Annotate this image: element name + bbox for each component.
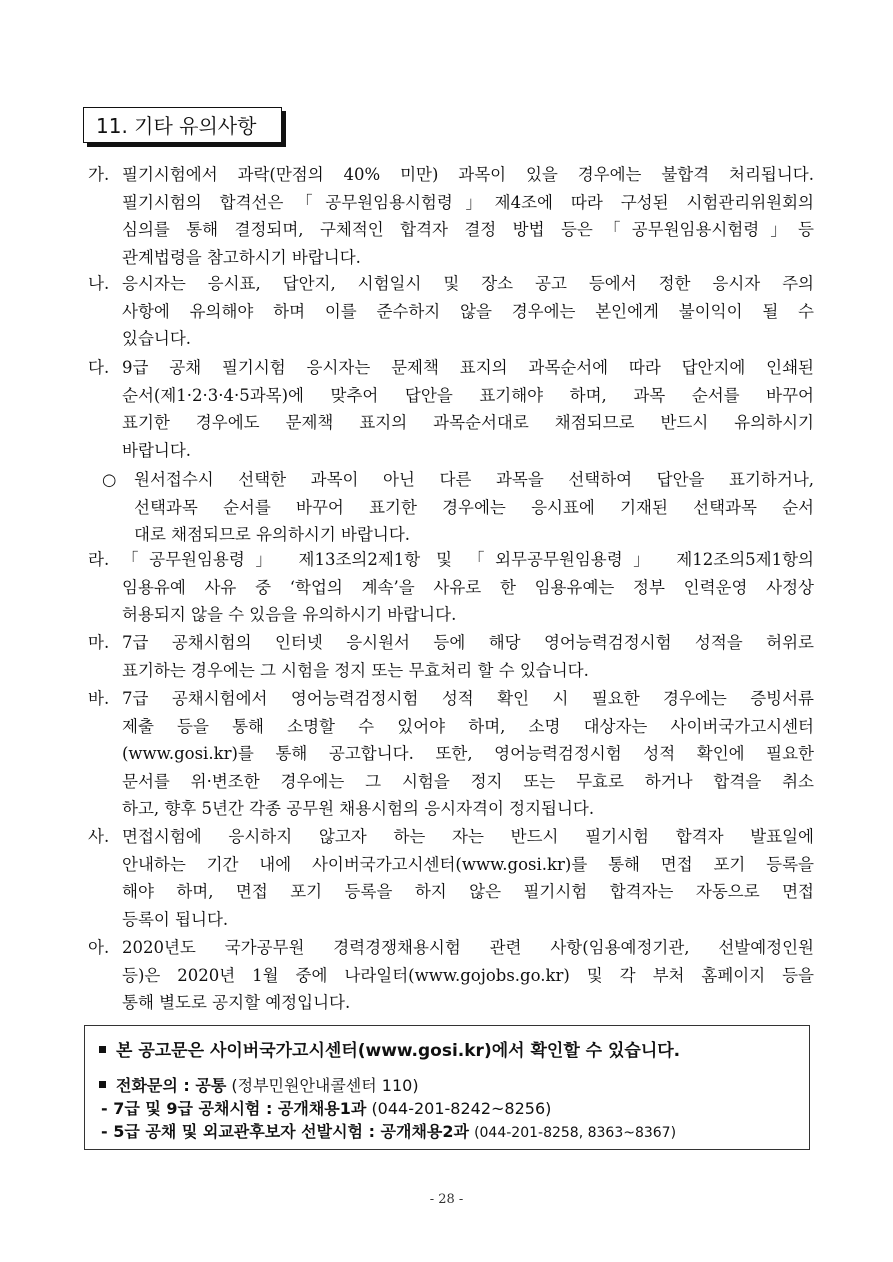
- item-text-line: 등)은 2020년 1월 중에 나라일터(www.gojobs.go.kr) 및 각 부처 홈페이지 등을: [122, 965, 814, 985]
- notice-item: [88, 823, 814, 933]
- square-bullet-icon: [99, 1046, 106, 1053]
- notice-item: [88, 161, 814, 271]
- item-text-line: 응시자는 응시표, 답안지, 시험일시 및 장소 공고 등에서 정한 응시자 주의: [122, 274, 814, 293]
- item-text-line: 7급 공채시험의 인터넷 응시원서 등에 해당 영어능력검정시험 성적을 허위로: [122, 633, 814, 652]
- item-text-line: 있습니다.: [122, 329, 192, 348]
- item-text-line: 문서를 위·변조한 경우에는 그 시험을 정지 또는 무효로 하거나 합격을 취소: [122, 771, 814, 791]
- item-text-line: 해야 하며, 면접 포기 등록을 하지 않은 필기시험 합격자는 자동으로 면접: [122, 882, 814, 901]
- item-text-line: 2020년도 국가공무원 경력경쟁채용시험 관련 사항(임용예정기관, 선발예정인원: [122, 938, 814, 957]
- item-text-line: 필기시험의 합격선은「공무원임용시험령」제4조에 따라 구성된 시험관리위원회의: [122, 192, 814, 212]
- contact-row-grade7-9: - 7급 및 9급 공채시험 : 공개채용1과 (044-201-8242~8256): [101, 1099, 552, 1118]
- item-text-line: 제출 등을 통해 소명할 수 있어야 하며, 소명 대상자는 사이버국가고시센터: [122, 716, 814, 736]
- contact-box: [84, 1025, 810, 1150]
- item-text-line: 하고, 향후 5년간 각종 공무원 채용시험의 응시자격이 정지됩니다.: [122, 799, 595, 818]
- item-text-line: 면접시험에 응시하지 않고자 하는 자는 반드시 필기시험 합격자 발표일에: [122, 827, 814, 846]
- item-text-line: 순서(제1·2·3·4·5과목)에 맞추어 답안을 표기해야 하며, 과목 순서를 바꾸어: [122, 385, 814, 405]
- item-text-line: 등록이 됩니다.: [122, 909, 229, 929]
- item-text-line: 바랍니다.: [122, 440, 192, 460]
- item-label: 마.: [88, 633, 110, 652]
- item-label: 바.: [88, 689, 110, 708]
- item-text-line: 심의를 통해 결정되며, 구체적인 합격자 결정 방법 등은「공무원임용시험령」등: [122, 220, 814, 239]
- notice-line: 본 공고문은 사이버국가고시센터(www.gosi.kr)에서 확인할 수 있습니다.: [99, 1036, 680, 1061]
- notice-item: [88, 546, 814, 629]
- item-text-line: 7급 공채시험에서 영어능력검정시험 성적 확인 시 필요한 경우에는 증빙서류: [122, 689, 814, 708]
- item-text-line: 사항에 유의해야 하며 이를 준수하지 않을 경우에는 본인에게 불이익이 될 수: [122, 301, 814, 321]
- contact-row-grade5: - 5급 공채 및 외교관후보자 선발시험 : 공개채용2과 (044-201-8258, 8363~8367): [101, 1122, 677, 1141]
- notice-item: [88, 629, 814, 684]
- notice-item: [88, 685, 814, 823]
- page-number: - 28 -: [429, 1192, 464, 1207]
- notice-item: [88, 354, 814, 464]
- circle-bullet-icon: ○: [102, 470, 117, 489]
- item-text-line: 안내하는 기간 내에 사이버국가고시센터(www.gosi.kr)를 통해 면접 포기 등록을: [122, 854, 814, 874]
- item-text-line: 선택과목 순서를 바꾸어 표기한 경우에는 응시표에 기재된 선택과목 순서: [134, 497, 814, 517]
- square-bullet-icon: [99, 1081, 106, 1088]
- item-text-line: 표기한 경우에도 문제책 표지의 과목순서대로 채점되므로 반드시 유의하시기: [122, 413, 814, 432]
- phone-line: 전화문의 : 공통 (정부민원안내콜센터 110): [99, 1073, 419, 1096]
- section-title: 11. 기타 유의사항: [83, 107, 282, 143]
- item-label: 라.: [88, 550, 110, 569]
- item-text-line: 원서접수시 선택한 과목이 아닌 다른 과목을 선택하여 답안을 표기하거나,: [134, 470, 814, 489]
- item-text-line: 표기하는 경우에는 그 시험을 정지 또는 무효처리 할 수 있습니다.: [122, 660, 589, 680]
- item-text-line: 필기시험에서 과락(만점의 40% 미만) 과목이 있을 경우에는 불합격 처리됩니다.: [122, 165, 814, 184]
- item-text-line: 대로 채점되므로 유의하시기 바랍니다.: [134, 525, 411, 544]
- item-text-line: 관계법령을 참고하시기 바랍니다.: [122, 247, 361, 267]
- notice-item: [88, 934, 814, 1017]
- notice-item: [88, 466, 814, 549]
- item-label: 다.: [88, 358, 110, 377]
- item-text-line: 9급 공채 필기시험 응시자는 문제책 표지의 과목순서에 따라 답안지에 인쇄된: [122, 358, 814, 377]
- item-text-line: 「공무원임용령」 제13조의2제1항 및 「외무공무원임용령」 제12조의5제1항의: [122, 550, 814, 569]
- item-label: 아.: [88, 938, 110, 957]
- item-label: 사.: [88, 827, 110, 846]
- item-text-line: 허용되지 않을 수 있음을 유의하시기 바랍니다.: [122, 605, 457, 624]
- item-text-line: 통해 별도로 공지할 예정입니다.: [122, 993, 351, 1012]
- item-text-line: 임용유예 사유 중 ‘학업의 계속’을 사유로 한 임용유예는 정부 인력운영 사정상: [122, 577, 814, 597]
- item-label: 나.: [88, 274, 110, 293]
- item-label: 가.: [88, 165, 110, 184]
- item-text-line: (www.gosi.kr)를 통해 공고합니다. 또한, 영어능력검정시험 성적 확인에 필요한: [122, 744, 814, 763]
- notice-item: [88, 270, 814, 353]
